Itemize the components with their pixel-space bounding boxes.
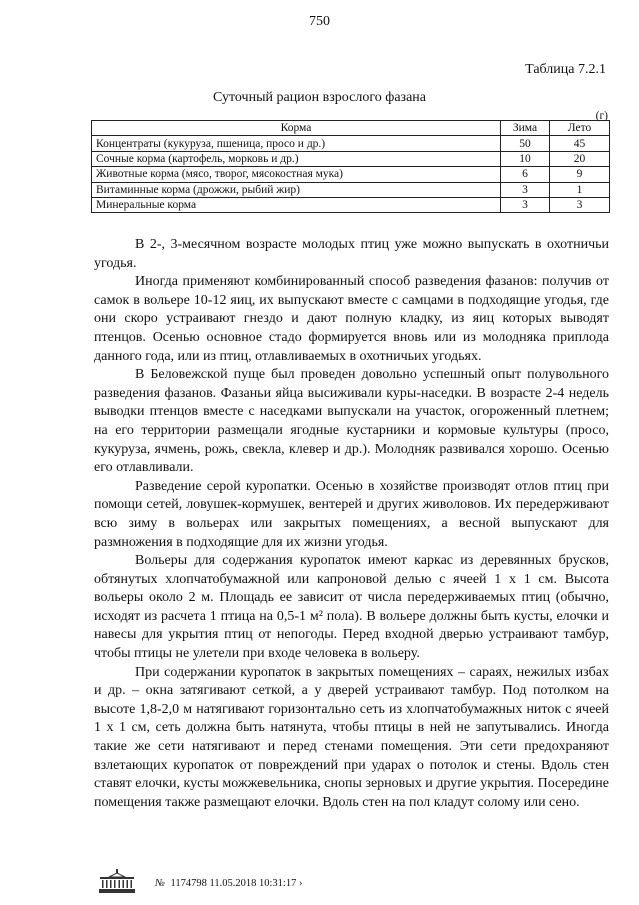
government-building-stamp-icon — [97, 868, 137, 894]
paragraph: В Беловежской пуще был проведен довольно успешный опыт полувольного разведения фазанов. Фазаньи яйца высиживали куры-наседки. В возрасте 2-4 недель выводки птенцов вместе с наседками выпускали на участок, огороженный плетнем; на его территории размещали ягодные кустарники и кормовые культуры (просо, кукуруза, ячмень, рожь, свекла, клевер и др.). Молодняк развивался хорошо. Осенью его отлавливали. — [94, 367, 609, 476]
document-footer — [97, 868, 397, 898]
table-header-row — [92, 121, 610, 136]
table-unit: (г) — [595, 110, 608, 122]
document-number: 1174798 — [170, 878, 207, 889]
table-title: Суточный рацион взрослого фазана — [212, 90, 426, 105]
column-header-feeds: Корма — [92, 121, 501, 136]
winter-value: 50 — [501, 136, 550, 151]
column-header-summer: Лето — [550, 121, 610, 136]
feed-name: Витаминные корма (дрожжи, рыбий жир) — [92, 182, 501, 197]
footer-mark: › — [298, 878, 303, 889]
table-row — [92, 167, 610, 182]
winter-value: 10 — [501, 151, 550, 166]
summer-value: 3 — [550, 197, 610, 212]
summer-value: 9 — [550, 167, 610, 182]
summer-value: 20 — [550, 151, 610, 166]
feed-name: Животные корма (мясо, творог, мясокостная мука) — [92, 167, 501, 182]
paragraph: Вольеры для содержания куропаток имеют каркас из деревянных брусков, обтянутых хлопчатобумажной или капроновой делью с ячеей 1 х 1 см. Высота вольеры около 2 м. Площадь ее зависит от числа передерживаемых птиц (обычно, исходят из расчета 1 птица на 0,5-1 м² пола). В вольере должны быть кусты, елочки и навесы для укрытия птиц от непогоды. Перед входной дверью устраивают тамбур, чтобы птицы не улетели при входе человека в вольеру. — [94, 553, 609, 662]
summer-value: 1 — [550, 182, 610, 197]
table-row — [92, 151, 610, 166]
table-row — [92, 197, 610, 212]
feed-name: Минеральные корма — [92, 197, 501, 212]
summer-value: 45 — [550, 136, 610, 151]
paragraph: Иногда применяют комбинированный способ разведения фазанов: получив от самок в вольере 10-12 яиц, их выпускают вместе с самцами в подходящие угодья, где они скоро устраивают гнездо и дают полную кладку, из яиц которых выводят птенцов. Осенью основное стадо формируется вновь или из молодняка приплода данного года, или из птиц, отлавливаемых в охотничьих угодьях. — [94, 274, 609, 364]
ration-table — [91, 120, 610, 213]
document-registration-info — [155, 878, 302, 889]
column-header-winter: Зима — [501, 121, 550, 136]
winter-value: 6 — [501, 167, 550, 182]
document-datetime: 11.05.2018 10:31:17 — [209, 878, 297, 889]
page-number: 750 — [309, 14, 330, 29]
paragraph: При содержании куропаток в закрытых помещениях – сараях, нежилых избах и др. – окна затягивают сеткой, а у дверей устраивают тамбур. Под потолком на высоте 1,8-2,0 м натягивают горизонтально сеть из хлопчатобумажных ниток с ячеей 1 х 1 см, сеть должна быть натянута, чтобы птицы в ней не запутывались. Иногда такие же сети натягивают и перед стенами помещения. Эти сети предохраняют взлетающих куропаток от повреждений при ударах о потолок и стены. Вдоль стен ставят елочки, кусты можжевельника, снопы зерновых и другие укрытия. Посередине помещения также размещают елочки. Вдоль стен на пол кладут солому или сено. — [94, 664, 609, 810]
winter-value: 3 — [501, 197, 550, 212]
feed-name: Сочные корма (картофель, морковь и др.) — [92, 151, 501, 166]
number-symbol: № — [155, 878, 165, 889]
table-number: Таблица 7.2.1 — [525, 62, 606, 77]
feed-name: Концентраты (кукуруза, пшеница, просо и др.) — [92, 136, 501, 151]
body-text — [94, 236, 609, 812]
paragraph: Разведение серой куропатки. Осенью в хозяйстве производят отлов птиц при помощи сетей, ловушек-кормушек, вентерей и других живоловов. Их передерживают всю зиму в вольерах или закрытых помещениях, а весной выпускают для размножения в подходящие для их жизни угодья. — [94, 478, 609, 550]
paragraph: В 2-, 3-месячном возрасте молодых птиц уже можно выпускать в охотничьи угодья. — [94, 237, 609, 271]
table-row — [92, 182, 610, 197]
table-row — [92, 136, 610, 151]
winter-value: 3 — [501, 182, 550, 197]
